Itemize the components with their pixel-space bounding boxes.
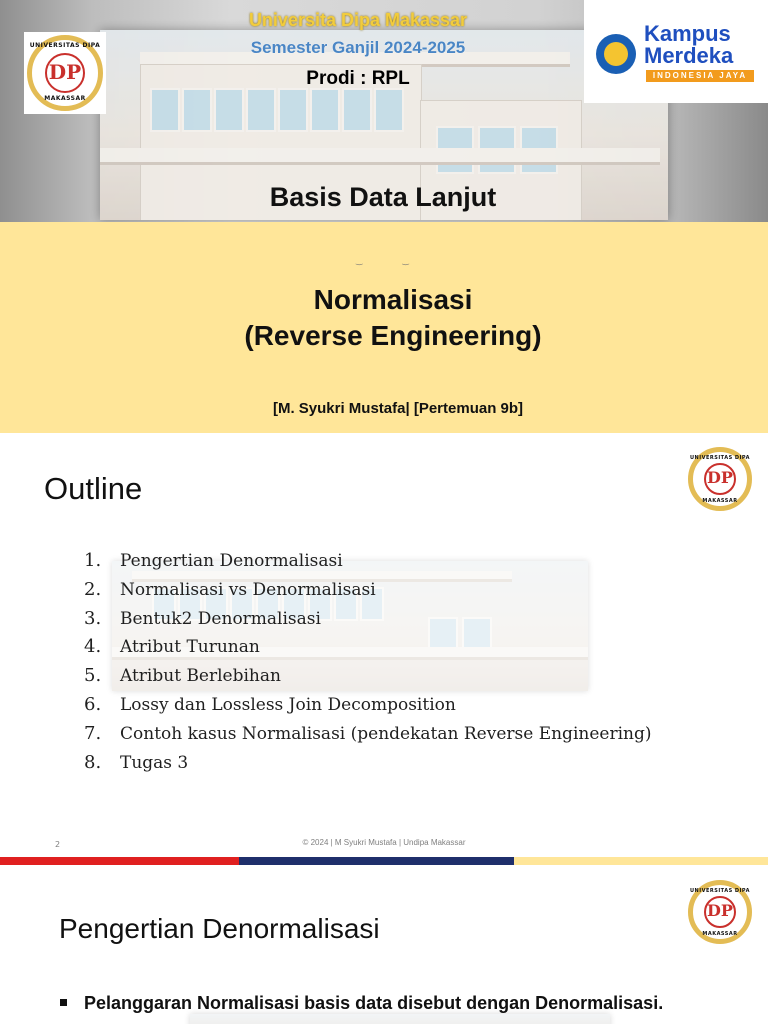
list-item: 7. Contoh kasus Normalisasi (pendekatan Reverse Engineering) xyxy=(84,722,652,744)
footer-stripe-gold xyxy=(514,857,768,865)
slide-title-line2: (Reverse Engineering) xyxy=(244,320,542,351)
page-number: 2 xyxy=(55,840,61,849)
slide-title-line1: Normalisasi xyxy=(313,284,473,315)
university-name: Universita Dipa Makassar xyxy=(248,10,468,30)
universitas-dipa-logo: DP UNIVERSITAS DIPA MAKASSAR xyxy=(24,32,106,114)
definition-slide xyxy=(0,865,768,1024)
title-slide xyxy=(0,0,768,433)
universitas-dipa-logo: DP UNIVERSITAS DIPA MAKASSAR xyxy=(688,447,752,511)
author-meeting-line: [M. Syukri Mustafa| [Pertemuan 9b] xyxy=(272,400,524,417)
outline-list xyxy=(84,547,651,777)
list-item: 3. Bentuk2 Denormalisasi xyxy=(84,607,321,629)
semester-label: Semester Ganjil 2024-2025 xyxy=(250,38,466,57)
list-item: 1. Pengertian Denormalisasi xyxy=(84,550,343,571)
universitas-dipa-logo: DP UNIVERSITAS DIPA MAKASSAR xyxy=(688,880,752,944)
kampus-merdeka-logo: Kampus Merdeka INDONESIA JAYA xyxy=(584,0,768,103)
course-title: Basis Data Lanjut xyxy=(269,182,497,212)
campus-building-watermark xyxy=(190,1014,610,1024)
slide-footer: © 2024 | M Syukri Mustafa | Undipa Makassar xyxy=(302,838,466,847)
slide-heading: Pengertian Denormalisasi xyxy=(59,913,380,944)
slide-heading: Outline xyxy=(44,471,143,506)
bullet-item: Pelanggaran Normalisasi basis data disebut dengan Denormalisasi. xyxy=(60,993,663,1014)
bullet-square-icon xyxy=(60,999,67,1006)
list-item: 8. Tugas 3 xyxy=(84,751,189,773)
footer-stripe-navy xyxy=(239,857,514,865)
prodi-label: Prodi : RPL xyxy=(306,68,410,89)
list-item: 5. Atribut Berlebihan xyxy=(84,665,281,687)
footer-stripe-red xyxy=(0,857,239,865)
list-item: 6. Lossy dan Lossless Join Decomposition xyxy=(84,693,456,715)
list-item: 2. Normalisasi vs Denormalisasi xyxy=(84,578,376,600)
decorative-marks: ‿‿ xyxy=(356,256,449,265)
outline-slide xyxy=(0,433,768,865)
list-item: 4. Atribut Turunan xyxy=(84,636,260,658)
